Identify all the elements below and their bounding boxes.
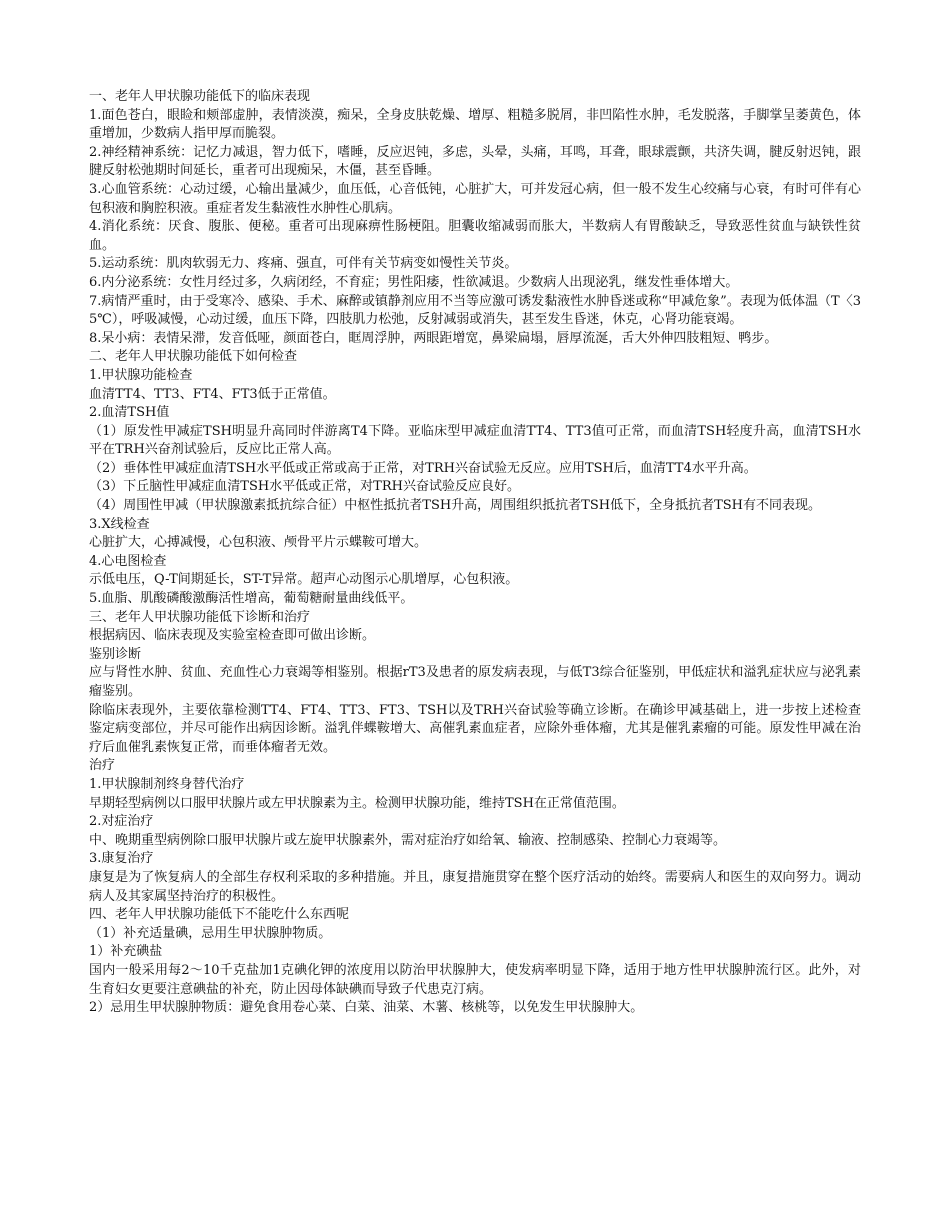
paragraph: 心脏扩大，心搏减慢，心包积液、颅骨平片示蝶鞍可增大。	[89, 535, 428, 551]
paragraph: 康复是为了恢复病人的全部生存权利采取的多种措施。并且，康复措施贯穿在整个医疗活动的始终。需要病人和医生的双向努力。调动病人及其家属坚持治疗的积极性。	[89, 869, 861, 904]
paragraph: 3.心血管系统：心动过缓，心输出量减少，血压低，心音低钝，心脏扩大，可并发冠心病，但一般不发生心绞痛与心衰，有时可伴有心包积液和胸腔积液。重症者发生黏液性水肿性心肌病。	[89, 181, 861, 216]
subheading: 治疗	[89, 758, 116, 774]
section-heading: 二、老年人甲状腺功能低下如何检查	[89, 349, 298, 365]
subheading: 鉴别诊断	[89, 646, 142, 662]
document-page	[89, 88, 861, 1018]
paragraph: 5.血脂、肌酸磷酸激酶活性增高，葡萄糖耐量曲线低平。	[89, 591, 414, 607]
paragraph: 6.内分泌系统：女性月经过多，久病闭经，不育症；男性阳痿，性欲减退。少数病人出现泌乳，继发性垂体增大。	[89, 274, 739, 290]
subheading: 1.甲状腺制剂终身替代治疗	[89, 776, 245, 792]
paragraph: 4.消化系统：厌食、腹胀、便秘。重者可出现麻痹性肠梗阻。胆囊收缩减弱而胀大，半数病人有胃酸缺乏，导致恶性贫血与缺铁性贫血。	[89, 219, 861, 253]
section-heading: 四、老年人甲状腺功能低下不能吃什么东西呢	[89, 907, 350, 923]
paragraph: 除临床表现外，主要依靠检测TT4、FT4、TT3、FT3、TSH以及TRH兴奋试验等确立诊断。在确诊甲减基础上，进一步按上述检查鉴定病变部位，并尽可能作出病因诊断。溢乳伴蝶鞍增大、高催乳素血症者，应除外垂体瘤，尤其是催乳素瘤的可能。原发性甲减在治疗后血催乳素恢复正常，而垂体瘤者无效。	[89, 702, 861, 755]
paragraph: 应与肾性水肿、贫血、充血性心力衰竭等相鉴别。根据rT3及患者的原发病表现，与低T3综合征鉴别，甲低症状和溢乳症状应与泌乳素瘤鉴别。	[89, 665, 861, 699]
paragraph: 1.面色苍白，眼睑和颊部虚肿，表情淡漠，痴呆，全身皮肤乾燥、增厚、粗糙多脱屑，非凹陷性水肿，毛发脱落，手脚掌呈萎黄色，体重增加，少数病人指甲厚而脆裂。	[89, 107, 861, 142]
subheading: 3.X线检查	[89, 516, 150, 532]
paragraph: 示低电压，Q-T间期延长，ST-T异常。超声心动图示心肌增厚，心包积液。	[89, 572, 519, 588]
subheading: 1.甲状腺功能检查	[89, 367, 193, 383]
paragraph: （1）原发性甲减症TSH明显升高同时伴游离T4下降。亚临床型甲减症血清TT4、TT3值可正常，而血清TSH轻度升高，血清TSH水平在TRH兴奋剂试验后，反应比正常人高。	[89, 423, 861, 458]
subheading: 2.对症治疗	[89, 814, 154, 830]
subheading: 4.心电图检查	[89, 553, 167, 569]
paragraph: 中、晚期重型病例除口服甲状腺片或左旋甲状腺素外，需对症治疗如给氧、输液、控制感染、控制心力衰竭等。	[89, 832, 727, 848]
paragraph: 根据病因、临床表现及实验室检查即可做出诊断。	[89, 628, 376, 644]
subheading: 1）补充碘盐	[89, 944, 163, 960]
paragraph: 5.运动系统：肌肉软弱无力、疼痛、强直，可伴有关节病变如慢性关节炎。	[89, 256, 518, 272]
paragraph: 7.病情严重时，由于受寒冷、感染、手术、麻醉或镇静剂应用不当等应激可诱发黏液性水肿昏迷或称“甲减危象”。表现为低体温（T〈35℃），呼吸减慢，心动过缓，血压下降，四肢肌力松弛，反射减弱或消失，甚至发生昏迷，休克，心肾功能衰竭。	[89, 293, 861, 328]
paragraph: 国内一般采用每2～10千克盐加1克碘化钾的浓度用以防治甲状腺肿大，使发病率明显下降，适用于地方性甲状腺肿流行区。此外，对生育妇女更要注意碘盐的补充，防止因母体缺碘而导致子代患克汀病。	[89, 962, 861, 997]
paragraph: （4）周围性甲减（甲状腺激素抵抗综合征）中枢性抵抗者TSH升高，周围组织抵抗者TSH低下，全身抵抗者TSH有不同表现。	[89, 498, 822, 514]
subheading: 3.康复治疗	[89, 851, 154, 867]
subheading: 2.血清TSH值	[89, 405, 170, 421]
section-heading: 一、老年人甲状腺功能低下的临床表现	[89, 89, 311, 104]
section-heading: 三、老年人甲状腺功能低下诊断和治疗	[89, 609, 311, 625]
paragraph: 早期轻型病例以口服甲状腺片或左甲状腺素为主。检测甲状腺功能，维持TSH在正常值范围。	[89, 795, 625, 811]
paragraph: 8.呆小病：表情呆滞，发音低哑，颜面苍白，眶周浮肿，两眼距增宽，鼻梁扁塌，唇厚流涎，舌大外伸四肢粗短、鸭步。	[89, 330, 778, 346]
paragraph: （3）下丘脑性甲减症血清TSH水平低或正常，对TRH兴奋试验反应良好。	[89, 479, 520, 495]
paragraph: 血清TT4、TT3、FT4、FT3低于正常值。	[89, 386, 336, 402]
paragraph: 2.神经精神系统：记忆力减退，智力低下，嗜睡，反应迟钝，多虑，头晕，头痛，耳鸣，耳聋，眼球震颤，共济失调，腱反射迟钝，跟腱反射松弛期时间延长，重者可出现痴呆，木僵，甚至昏睡。	[89, 144, 861, 179]
paragraph: 2）忌用生甲状腺肿物质：避免食用卷心菜、白菜、油菜、木薯、核桃等，以免发生甲状腺肿大。	[89, 1000, 644, 1016]
paragraph: （1）补充适量碘，忌用生甲状腺肿物质。	[89, 925, 332, 941]
paragraph: （2）垂体性甲减症血清TSH水平低或正常或高于正常，对TRH兴奋试验无反应。应用TSH后，血清TT4水平升高。	[89, 460, 757, 476]
